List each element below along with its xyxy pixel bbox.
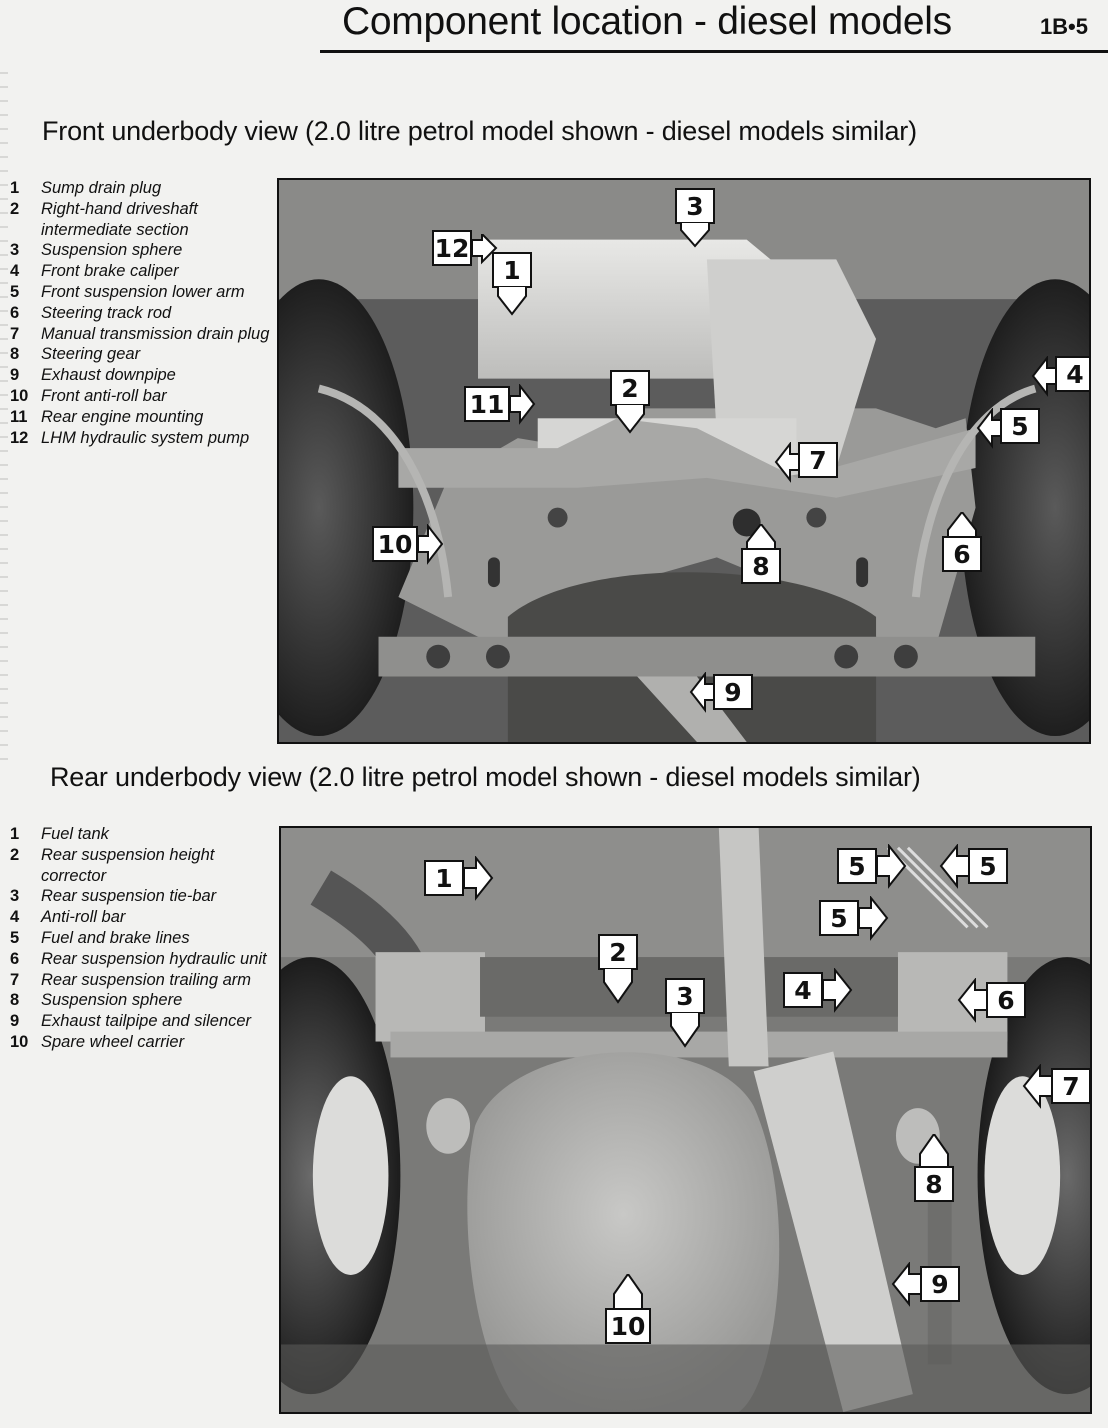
rear-callout-4: 4 (783, 972, 823, 1008)
legend-item: 12 LHM hydraulic system pump (10, 428, 250, 447)
front-callout-2: 2 (610, 370, 650, 406)
rear-callout-8: 8 (914, 1166, 954, 1202)
legend-item: 2 Right-hand driveshaft intermediate section (10, 199, 198, 239)
front-callout-8: 8 (741, 548, 781, 584)
bleed-through-text (0, 60, 8, 760)
front-section-heading: Front underbody view (2.0 litre petrol model shown - diesel models similar) (42, 116, 917, 146)
page-header (320, 0, 1108, 53)
legend-item: 1 Fuel tank (10, 825, 109, 843)
legend-item: 11 Rear engine mounting (10, 407, 204, 426)
rear-callout-1: 1 (424, 860, 464, 896)
front-callout-9: 9 (713, 674, 753, 710)
front-legend (10, 178, 272, 448)
front-callout-1: 1 (492, 252, 532, 288)
page-title: Component location - diesel models (342, 0, 952, 43)
rear-callout-3: 3 (665, 978, 705, 1014)
legend-item: 9 Exhaust downpipe (10, 366, 176, 385)
legend-item: 5 Fuel and brake lines (10, 928, 190, 947)
page-number: 1B•5 (1039, 14, 1088, 39)
front-callout-10: 10 (372, 526, 418, 562)
rear-callout-5a: 5 (837, 848, 877, 884)
rear-legend (10, 824, 272, 1053)
legend-item: 4 Front brake caliper (10, 262, 179, 281)
rear-callout-6: 6 (986, 982, 1026, 1018)
front-callout-11: 11 (464, 386, 510, 422)
legend-item: 10 Front anti-roll bar (10, 386, 167, 405)
legend-item: 7 Rear suspension trailing arm (10, 970, 252, 989)
legend-item: 1 Sump drain plug (10, 179, 162, 197)
legend-item: 8 Steering gear (10, 345, 141, 364)
front-callout-7: 7 (798, 442, 838, 478)
legend-item: 5 Front suspension lower arm (10, 282, 245, 301)
legend-item: 10 Spare wheel carrier (10, 1032, 185, 1051)
front-callout-12: 12 (432, 230, 472, 266)
legend-item: 7 Manual transmission drain plug (10, 324, 270, 343)
rear-underbody-photo (279, 826, 1092, 1414)
rear-callout-5b: 5 (968, 848, 1008, 884)
rear-section-heading: Rear underbody view (2.0 litre petrol model shown - diesel models similar) (50, 762, 921, 792)
front-callout-4: 4 (1055, 356, 1091, 392)
legend-item: 6 Steering track rod (10, 303, 172, 322)
legend-item: 2 Rear suspension height corrector (10, 845, 215, 885)
front-callout-6: 6 (942, 536, 982, 572)
rear-callout-2: 2 (598, 934, 638, 970)
front-callout-3: 3 (675, 188, 715, 224)
rear-callout-5c: 5 (819, 900, 859, 936)
front-underbody-photo (277, 178, 1091, 744)
legend-item: 9 Exhaust tailpipe and silencer (10, 1012, 252, 1031)
rear-callout-9: 9 (920, 1266, 960, 1302)
front-callout-5: 5 (1000, 408, 1040, 444)
rear-callout-7: 7 (1051, 1068, 1091, 1104)
legend-item: 3 Rear suspension tie-bar (10, 887, 217, 906)
arrow-up-icon (606, 1274, 1092, 1414)
legend-item: 6 Rear suspension hydraulic unit (10, 949, 267, 968)
legend-item: 8 Suspension sphere (10, 991, 183, 1010)
legend-item: 3 Suspension sphere (10, 241, 183, 260)
rear-callout-10: 10 (605, 1308, 651, 1344)
legend-item: 4 Anti-roll bar (10, 908, 126, 927)
